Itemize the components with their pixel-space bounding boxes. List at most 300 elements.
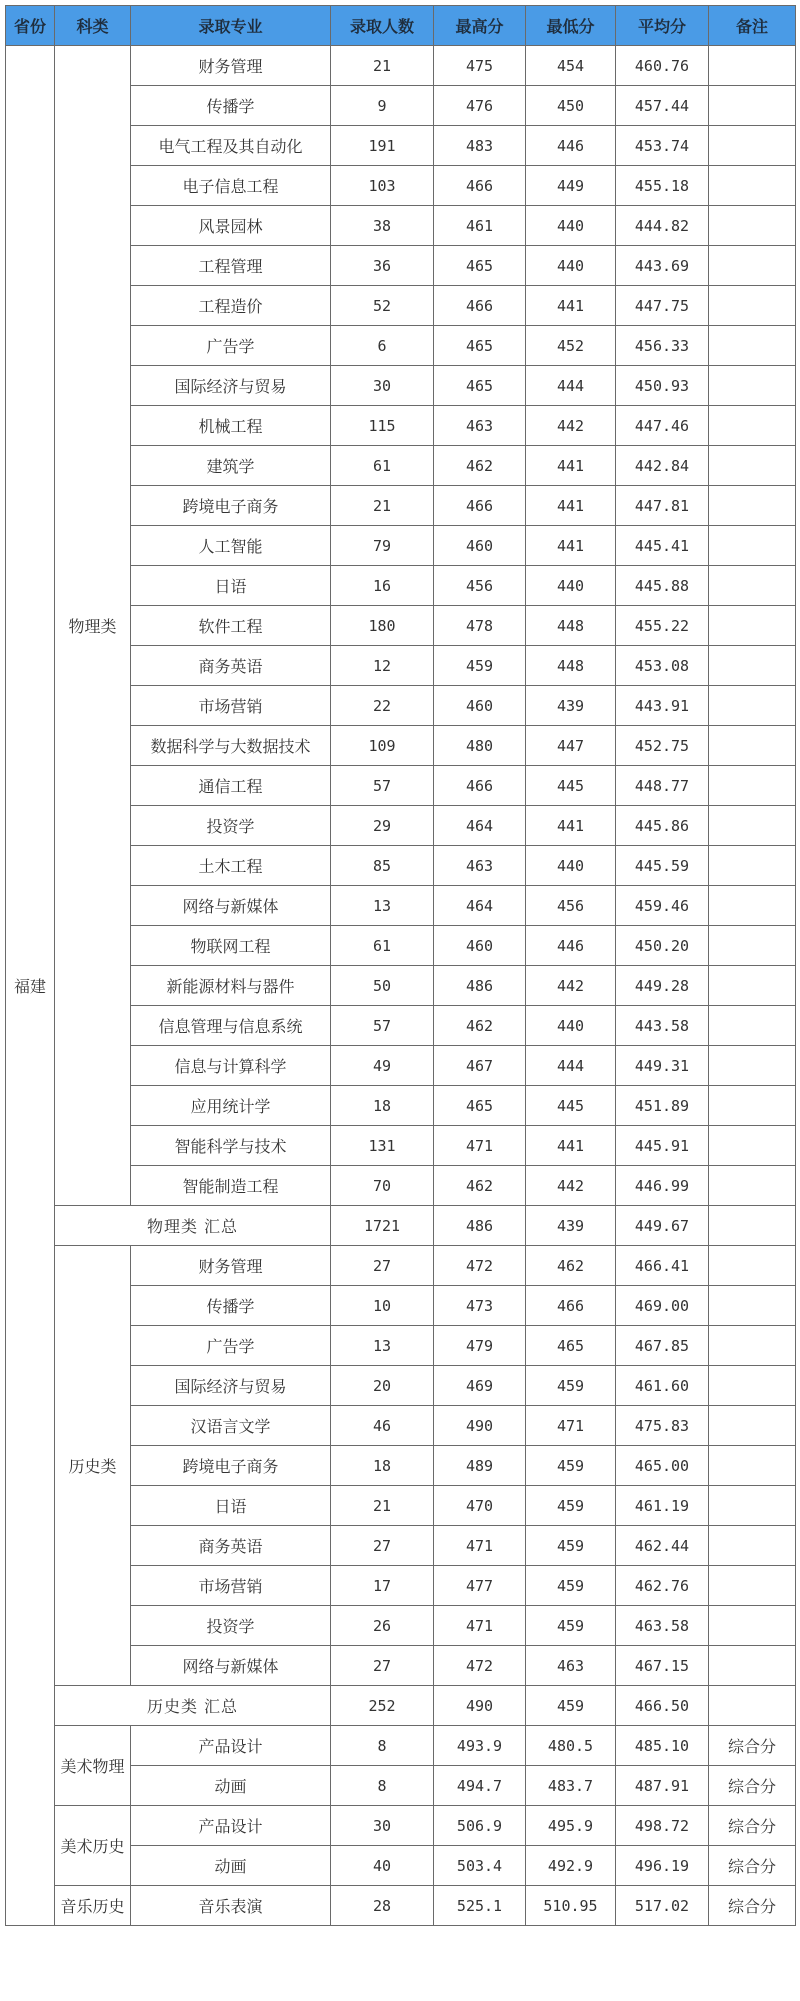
major-cell: 跨境电子商务 [131, 486, 331, 526]
min-score-cell: 454 [526, 46, 616, 86]
subtotal-row [6, 1206, 796, 1246]
count-cell: 79 [331, 526, 434, 566]
major-cell: 投资学 [131, 1606, 331, 1646]
max-score-cell: 483 [434, 126, 526, 166]
note-cell [709, 366, 796, 406]
avg-score-cell: 460.76 [616, 46, 709, 86]
major-cell: 新能源材料与器件 [131, 966, 331, 1006]
min-score-cell: 459 [526, 1486, 616, 1526]
major-cell: 工程管理 [131, 246, 331, 286]
count-cell: 16 [331, 566, 434, 606]
major-cell: 产品设计 [131, 1806, 331, 1846]
max-score-cell: 473 [434, 1286, 526, 1326]
avg-score-cell: 465.00 [616, 1446, 709, 1486]
avg-score-cell: 450.20 [616, 926, 709, 966]
note-cell [709, 846, 796, 886]
major-cell: 财务管理 [131, 46, 331, 86]
min-score-cell: 442 [526, 966, 616, 1006]
major-cell: 汉语言文学 [131, 1406, 331, 1446]
min-score-cell: 445 [526, 1086, 616, 1126]
major-cell: 国际经济与贸易 [131, 1366, 331, 1406]
major-cell: 应用统计学 [131, 1086, 331, 1126]
admission-score-table [5, 5, 796, 1926]
max-score-cell: 489 [434, 1446, 526, 1486]
major-cell: 传播学 [131, 1286, 331, 1326]
subtotal-max-cell: 490 [434, 1686, 526, 1726]
avg-score-cell: 446.99 [616, 1166, 709, 1206]
count-cell: 49 [331, 1046, 434, 1086]
min-score-cell: 463 [526, 1646, 616, 1686]
count-cell: 57 [331, 1006, 434, 1046]
avg-score-cell: 444.82 [616, 206, 709, 246]
major-cell: 通信工程 [131, 766, 331, 806]
avg-score-cell: 463.58 [616, 1606, 709, 1646]
count-cell: 191 [331, 126, 434, 166]
avg-score-cell: 445.86 [616, 806, 709, 846]
note-cell: 综合分 [709, 1886, 796, 1926]
subtotal-max-cell: 486 [434, 1206, 526, 1246]
note-cell: 综合分 [709, 1766, 796, 1806]
avg-score-cell: 467.85 [616, 1326, 709, 1366]
note-cell [709, 1366, 796, 1406]
note-cell [709, 1486, 796, 1526]
avg-score-cell: 461.60 [616, 1366, 709, 1406]
count-cell: 29 [331, 806, 434, 846]
subtotal-count-cell: 1721 [331, 1206, 434, 1246]
max-score-cell: 463 [434, 846, 526, 886]
header-province: 省份 [6, 6, 55, 46]
note-cell [709, 766, 796, 806]
note-cell [709, 1566, 796, 1606]
note-cell [709, 1446, 796, 1486]
min-score-cell: 442 [526, 1166, 616, 1206]
avg-score-cell: 485.10 [616, 1726, 709, 1766]
note-cell [709, 1326, 796, 1366]
max-score-cell: 494.7 [434, 1766, 526, 1806]
subtotal-note-cell [709, 1686, 796, 1726]
major-cell: 机械工程 [131, 406, 331, 446]
min-score-cell: 459 [526, 1526, 616, 1566]
count-cell: 180 [331, 606, 434, 646]
major-cell: 跨境电子商务 [131, 1446, 331, 1486]
avg-score-cell: 445.59 [616, 846, 709, 886]
category-cell: 历史类 [55, 1246, 131, 1686]
note-cell [709, 606, 796, 646]
major-cell: 数据科学与大数据技术 [131, 726, 331, 766]
max-score-cell: 462 [434, 446, 526, 486]
count-cell: 61 [331, 446, 434, 486]
count-cell: 22 [331, 686, 434, 726]
major-cell: 商务英语 [131, 1526, 331, 1566]
major-cell: 日语 [131, 566, 331, 606]
subtotal-count-cell: 252 [331, 1686, 434, 1726]
count-cell: 46 [331, 1406, 434, 1446]
count-cell: 20 [331, 1366, 434, 1406]
min-score-cell: 510.95 [526, 1886, 616, 1926]
count-cell: 10 [331, 1286, 434, 1326]
avg-score-cell: 449.31 [616, 1046, 709, 1086]
table-body [6, 46, 796, 1926]
count-cell: 30 [331, 1806, 434, 1846]
avg-score-cell: 450.93 [616, 366, 709, 406]
count-cell: 115 [331, 406, 434, 446]
header-avg-score: 平均分 [616, 6, 709, 46]
count-cell: 9 [331, 86, 434, 126]
note-cell [709, 1406, 796, 1446]
note-cell [709, 406, 796, 446]
max-score-cell: 472 [434, 1246, 526, 1286]
major-cell: 投资学 [131, 806, 331, 846]
max-score-cell: 480 [434, 726, 526, 766]
max-score-cell: 466 [434, 486, 526, 526]
note-cell [709, 1646, 796, 1686]
major-cell: 网络与新媒体 [131, 1646, 331, 1686]
max-score-cell: 465 [434, 366, 526, 406]
max-score-cell: 465 [434, 246, 526, 286]
major-cell: 国际经济与贸易 [131, 366, 331, 406]
header-max-score: 最高分 [434, 6, 526, 46]
max-score-cell: 476 [434, 86, 526, 126]
max-score-cell: 466 [434, 766, 526, 806]
count-cell: 27 [331, 1246, 434, 1286]
note-cell [709, 1046, 796, 1086]
count-cell: 103 [331, 166, 434, 206]
subtotal-note-cell [709, 1206, 796, 1246]
count-cell: 21 [331, 46, 434, 86]
avg-score-cell: 453.74 [616, 126, 709, 166]
min-score-cell: 465 [526, 1326, 616, 1366]
avg-score-cell: 498.72 [616, 1806, 709, 1846]
note-cell [709, 1606, 796, 1646]
max-score-cell: 472 [434, 1646, 526, 1686]
max-score-cell: 460 [434, 926, 526, 966]
major-cell: 商务英语 [131, 646, 331, 686]
min-score-cell: 440 [526, 246, 616, 286]
avg-score-cell: 445.88 [616, 566, 709, 606]
max-score-cell: 490 [434, 1406, 526, 1446]
subtotal-avg-cell: 449.67 [616, 1206, 709, 1246]
max-score-cell: 460 [434, 526, 526, 566]
avg-score-cell: 467.15 [616, 1646, 709, 1686]
avg-score-cell: 447.75 [616, 286, 709, 326]
avg-score-cell: 475.83 [616, 1406, 709, 1446]
major-cell: 音乐表演 [131, 1886, 331, 1926]
min-score-cell: 480.5 [526, 1726, 616, 1766]
note-cell [709, 1166, 796, 1206]
max-score-cell: 470 [434, 1486, 526, 1526]
min-score-cell: 440 [526, 206, 616, 246]
max-score-cell: 469 [434, 1366, 526, 1406]
max-score-cell: 493.9 [434, 1726, 526, 1766]
min-score-cell: 483.7 [526, 1766, 616, 1806]
count-cell: 18 [331, 1446, 434, 1486]
major-cell: 物联网工程 [131, 926, 331, 966]
min-score-cell: 441 [526, 286, 616, 326]
subtotal-label-cell: 物理类 汇总 [55, 1206, 331, 1246]
note-cell [709, 926, 796, 966]
note-cell [709, 1286, 796, 1326]
avg-score-cell: 451.89 [616, 1086, 709, 1126]
max-score-cell: 466 [434, 166, 526, 206]
category-cell: 物理类 [55, 46, 131, 1206]
avg-score-cell: 459.46 [616, 886, 709, 926]
subtotal-min-cell: 439 [526, 1206, 616, 1246]
avg-score-cell: 443.91 [616, 686, 709, 726]
count-cell: 13 [331, 886, 434, 926]
major-cell: 动画 [131, 1846, 331, 1886]
max-score-cell: 506.9 [434, 1806, 526, 1846]
note-cell [709, 246, 796, 286]
major-cell: 工程造价 [131, 286, 331, 326]
avg-score-cell: 462.76 [616, 1566, 709, 1606]
header-category: 科类 [55, 6, 131, 46]
major-cell: 信息与计算科学 [131, 1046, 331, 1086]
min-score-cell: 442 [526, 406, 616, 446]
max-score-cell: 475 [434, 46, 526, 86]
category-cell: 音乐历史 [55, 1886, 131, 1926]
note-cell [709, 526, 796, 566]
min-score-cell: 446 [526, 126, 616, 166]
avg-score-cell: 442.84 [616, 446, 709, 486]
table-row [6, 1726, 796, 1766]
avg-score-cell: 453.08 [616, 646, 709, 686]
min-score-cell: 439 [526, 686, 616, 726]
table-row [6, 1246, 796, 1286]
max-score-cell: 471 [434, 1526, 526, 1566]
min-score-cell: 445 [526, 766, 616, 806]
avg-score-cell: 443.58 [616, 1006, 709, 1046]
avg-score-cell: 455.22 [616, 606, 709, 646]
note-cell [709, 286, 796, 326]
major-cell: 人工智能 [131, 526, 331, 566]
min-score-cell: 440 [526, 846, 616, 886]
major-cell: 财务管理 [131, 1246, 331, 1286]
avg-score-cell: 447.81 [616, 486, 709, 526]
max-score-cell: 464 [434, 806, 526, 846]
avg-score-cell: 448.77 [616, 766, 709, 806]
avg-score-cell: 462.44 [616, 1526, 709, 1566]
count-cell: 38 [331, 206, 434, 246]
min-score-cell: 471 [526, 1406, 616, 1446]
table-header-row [6, 6, 796, 46]
avg-score-cell: 443.69 [616, 246, 709, 286]
max-score-cell: 461 [434, 206, 526, 246]
note-cell [709, 1126, 796, 1166]
note-cell [709, 886, 796, 926]
note-cell [709, 166, 796, 206]
count-cell: 28 [331, 1886, 434, 1926]
note-cell: 综合分 [709, 1726, 796, 1766]
min-score-cell: 452 [526, 326, 616, 366]
count-cell: 27 [331, 1646, 434, 1686]
note-cell [709, 486, 796, 526]
province-cell: 福建 [6, 46, 55, 1926]
count-cell: 57 [331, 766, 434, 806]
note-cell [709, 326, 796, 366]
major-cell: 市场营销 [131, 686, 331, 726]
major-cell: 软件工程 [131, 606, 331, 646]
subtotal-avg-cell: 466.50 [616, 1686, 709, 1726]
count-cell: 50 [331, 966, 434, 1006]
min-score-cell: 459 [526, 1606, 616, 1646]
avg-score-cell: 466.41 [616, 1246, 709, 1286]
count-cell: 21 [331, 486, 434, 526]
max-score-cell: 456 [434, 566, 526, 606]
min-score-cell: 459 [526, 1566, 616, 1606]
min-score-cell: 459 [526, 1366, 616, 1406]
max-score-cell: 466 [434, 286, 526, 326]
min-score-cell: 441 [526, 486, 616, 526]
min-score-cell: 444 [526, 1046, 616, 1086]
avg-score-cell: 455.18 [616, 166, 709, 206]
note-cell [709, 1526, 796, 1566]
subtotal-min-cell: 459 [526, 1686, 616, 1726]
count-cell: 21 [331, 1486, 434, 1526]
max-score-cell: 462 [434, 1166, 526, 1206]
min-score-cell: 440 [526, 566, 616, 606]
avg-score-cell: 487.91 [616, 1766, 709, 1806]
min-score-cell: 441 [526, 446, 616, 486]
max-score-cell: 459 [434, 646, 526, 686]
min-score-cell: 441 [526, 806, 616, 846]
note-cell [709, 806, 796, 846]
min-score-cell: 446 [526, 926, 616, 966]
min-score-cell: 444 [526, 366, 616, 406]
note-cell [709, 206, 796, 246]
min-score-cell: 466 [526, 1286, 616, 1326]
min-score-cell: 449 [526, 166, 616, 206]
subtotal-label-cell: 历史类 汇总 [55, 1686, 331, 1726]
major-cell: 电子信息工程 [131, 166, 331, 206]
note-cell [709, 126, 796, 166]
count-cell: 6 [331, 326, 434, 366]
major-cell: 日语 [131, 1486, 331, 1526]
major-cell: 广告学 [131, 1326, 331, 1366]
max-score-cell: 465 [434, 326, 526, 366]
note-cell [709, 1086, 796, 1126]
min-score-cell: 495.9 [526, 1806, 616, 1846]
count-cell: 26 [331, 1606, 434, 1646]
note-cell [709, 566, 796, 606]
count-cell: 85 [331, 846, 434, 886]
avg-score-cell: 496.19 [616, 1846, 709, 1886]
count-cell: 70 [331, 1166, 434, 1206]
count-cell: 12 [331, 646, 434, 686]
count-cell: 13 [331, 1326, 434, 1366]
note-cell [709, 646, 796, 686]
avg-score-cell: 457.44 [616, 86, 709, 126]
avg-score-cell: 449.28 [616, 966, 709, 1006]
note-cell: 综合分 [709, 1846, 796, 1886]
max-score-cell: 478 [434, 606, 526, 646]
note-cell [709, 1006, 796, 1046]
major-cell: 传播学 [131, 86, 331, 126]
max-score-cell: 464 [434, 886, 526, 926]
count-cell: 40 [331, 1846, 434, 1886]
major-cell: 动画 [131, 1766, 331, 1806]
note-cell [709, 446, 796, 486]
max-score-cell: 477 [434, 1566, 526, 1606]
avg-score-cell: 461.19 [616, 1486, 709, 1526]
min-score-cell: 447 [526, 726, 616, 766]
major-cell: 网络与新媒体 [131, 886, 331, 926]
major-cell: 风景园林 [131, 206, 331, 246]
table-row [6, 1806, 796, 1846]
avg-score-cell: 517.02 [616, 1886, 709, 1926]
major-cell: 智能制造工程 [131, 1166, 331, 1206]
major-cell: 土木工程 [131, 846, 331, 886]
note-cell [709, 686, 796, 726]
major-cell: 市场营销 [131, 1566, 331, 1606]
header-min-score: 最低分 [526, 6, 616, 46]
avg-score-cell: 469.00 [616, 1286, 709, 1326]
note-cell: 综合分 [709, 1806, 796, 1846]
category-cell: 美术物理 [55, 1726, 131, 1806]
max-score-cell: 460 [434, 686, 526, 726]
major-cell: 产品设计 [131, 1726, 331, 1766]
min-score-cell: 462 [526, 1246, 616, 1286]
min-score-cell: 441 [526, 526, 616, 566]
avg-score-cell: 452.75 [616, 726, 709, 766]
avg-score-cell: 447.46 [616, 406, 709, 446]
max-score-cell: 471 [434, 1606, 526, 1646]
note-cell [709, 726, 796, 766]
count-cell: 36 [331, 246, 434, 286]
note-cell [709, 1246, 796, 1286]
note-cell [709, 46, 796, 86]
count-cell: 27 [331, 1526, 434, 1566]
count-cell: 17 [331, 1566, 434, 1606]
count-cell: 61 [331, 926, 434, 966]
major-cell: 智能科学与技术 [131, 1126, 331, 1166]
max-score-cell: 479 [434, 1326, 526, 1366]
max-score-cell: 467 [434, 1046, 526, 1086]
max-score-cell: 471 [434, 1126, 526, 1166]
avg-score-cell: 445.91 [616, 1126, 709, 1166]
max-score-cell: 525.1 [434, 1886, 526, 1926]
max-score-cell: 465 [434, 1086, 526, 1126]
note-cell [709, 966, 796, 1006]
note-cell [709, 86, 796, 126]
header-count: 录取人数 [331, 6, 434, 46]
min-score-cell: 441 [526, 1126, 616, 1166]
max-score-cell: 503.4 [434, 1846, 526, 1886]
table-row [6, 46, 796, 86]
category-cell: 美术历史 [55, 1806, 131, 1886]
min-score-cell: 440 [526, 1006, 616, 1046]
count-cell: 131 [331, 1126, 434, 1166]
count-cell: 109 [331, 726, 434, 766]
header-major: 录取专业 [131, 6, 331, 46]
min-score-cell: 456 [526, 886, 616, 926]
max-score-cell: 463 [434, 406, 526, 446]
major-cell: 建筑学 [131, 446, 331, 486]
min-score-cell: 450 [526, 86, 616, 126]
min-score-cell: 492.9 [526, 1846, 616, 1886]
count-cell: 30 [331, 366, 434, 406]
avg-score-cell: 445.41 [616, 526, 709, 566]
header-note: 备注 [709, 6, 796, 46]
major-cell: 信息管理与信息系统 [131, 1006, 331, 1046]
min-score-cell: 448 [526, 606, 616, 646]
count-cell: 52 [331, 286, 434, 326]
table-row [6, 1886, 796, 1926]
major-cell: 电气工程及其自动化 [131, 126, 331, 166]
min-score-cell: 448 [526, 646, 616, 686]
count-cell: 8 [331, 1766, 434, 1806]
max-score-cell: 462 [434, 1006, 526, 1046]
max-score-cell: 486 [434, 966, 526, 1006]
